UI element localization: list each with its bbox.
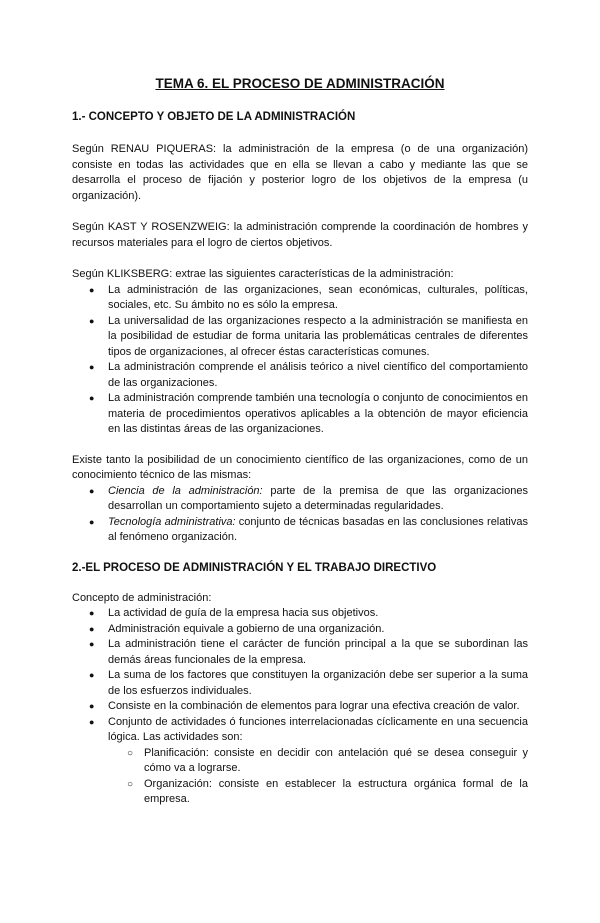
list-item: ● Conjunto de actividades ó funciones interrelacionadas cíclicamente en una secuencia lógica. Las actividades son:	[72, 715, 528, 746]
term-tecnologia-text: conjunto de técnicas basadas en las conclusiones relativas al fenómeno organización.	[108, 515, 528, 543]
list-item	[72, 484, 528, 515]
paragraph-knowledge: Existe tanto la posibilidad de un conocimiento científico de las organizaciones, como de un conocimiento técnico de las mismas:	[72, 453, 528, 481]
list-item	[72, 515, 528, 546]
section-1-heading: 1.- CONCEPTO Y OBJETO DE LA ADMINISTRACIÓN	[72, 111, 356, 123]
page-title: TEMA 6. EL PROCESO DE ADMINISTRACIÓN	[155, 76, 445, 91]
term-ciencia: Ciencia de la administración:	[108, 484, 263, 497]
term-tecnologia: Tecnología administrativa:	[108, 515, 236, 528]
list-item: ● La suma de los factores que constituyen la organización debe ser superior a la suma de los esfuerzos individuales.	[72, 668, 528, 699]
paragraph-concepto: Concepto de administración:	[72, 591, 212, 604]
knowledge-list	[72, 484, 528, 546]
list-item: ● La administración tiene el carácter de función principal a la que se subordinan las demás áreas funcionales de la empresa.	[72, 637, 528, 668]
term-ciencia-text: parte de la premisa de que las organizaciones desarrollan un comportamiento sujeto a determinadas regularidades.	[108, 484, 528, 512]
list-item: ● La administración comprende el análisis teórico a nivel científico del comportamiento de las organizaciones.	[72, 360, 528, 391]
sub-list-item: ○ Organización: consiste en establecer la estructura orgánica formal de la empresa.	[72, 777, 528, 808]
list-item: ● La administración comprende también una tecnología o conjunto de conocimientos en materia de procedimientos operativos aplicables a la obtención de mayor eficiencia en las distintas áreas de las organizaciones.	[72, 391, 528, 438]
list-item: ● La actividad de guía de la empresa hacia sus objetivos.	[72, 606, 528, 622]
list-item: ● La universalidad de las organizaciones respecto a la administración se manifiesta en la posibilidad de estudiar de forma unitaria las problemáticas centrales de diferentes tipos de organizaciones, al ofrecer éstas características comunes.	[72, 314, 528, 361]
sub-list-item: ○ Planificación: consiste en decidir con antelación qué se desea conseguir y cómo va a lograrse.	[72, 746, 528, 777]
paragraph-kast: Según KAST Y ROSENZWEIG: la administración comprende la coordinación de hombres y recursos materiales para el logro de ciertos objetivos.	[72, 221, 528, 249]
section-2-heading: 2.-EL PROCESO DE ADMINISTRACIÓN Y EL TRABAJO DIRECTIVO	[72, 561, 437, 574]
list-item: ● Administración equivale a gobierno de una organización.	[72, 622, 528, 638]
document-page	[0, 75, 600, 923]
list-item: ● Consiste en la combinación de elementos para lograr una efectiva creación de valor.	[72, 699, 528, 715]
kliksberg-list	[72, 283, 528, 438]
paragraph-renau: Según RENAU PIQUERAS: la administración de la empresa (o de una organización) consiste en todas las actividades que en ella se llevan a cabo y mediante las que se desarrolla el proceso de fijación y posterior logro de los objetivos de la empresa (u organización).	[72, 143, 528, 202]
paragraph-kliksberg: Según KLIKSBERG: extrae las siguientes características de la administración:	[72, 268, 454, 280]
concept-list	[72, 606, 528, 808]
list-item: ● La administración de las organizaciones, sean económicas, culturales, políticas, sociales, etc. Su ámbito no es sólo la empresa.	[72, 283, 528, 314]
